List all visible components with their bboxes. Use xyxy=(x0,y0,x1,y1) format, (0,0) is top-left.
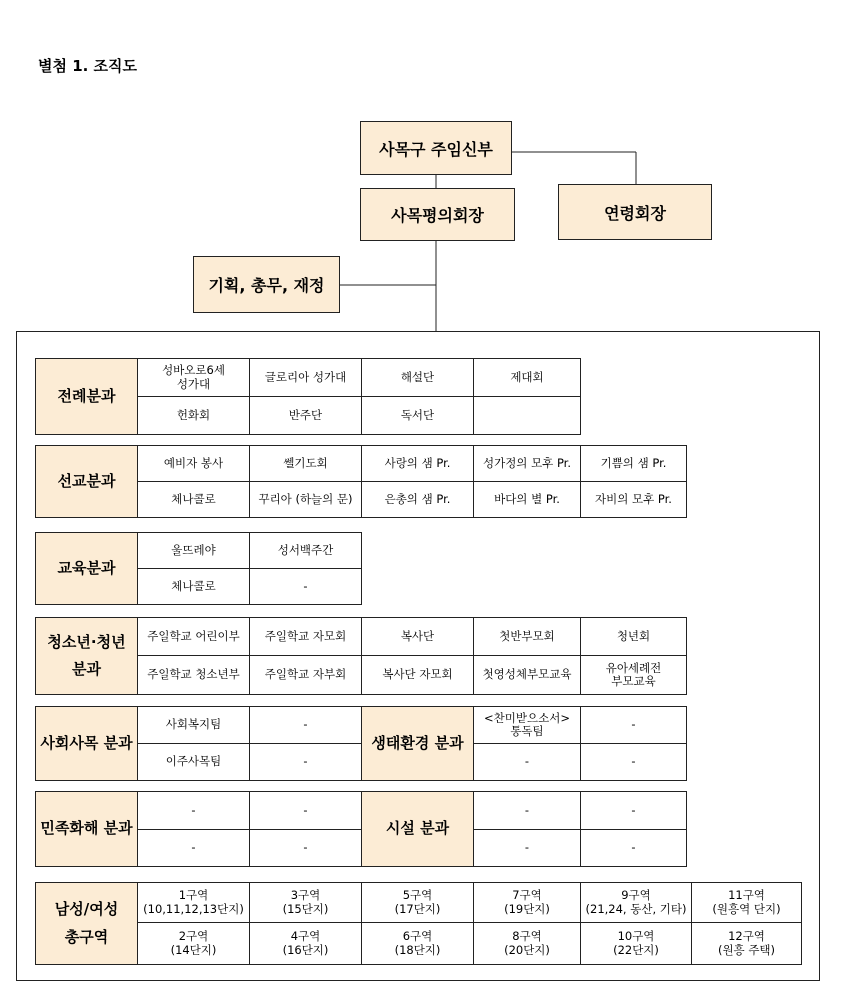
liturgy-cell-text: 성바오로6세 성가대 xyxy=(162,363,225,391)
social-cell-text: 사회복지팀 xyxy=(165,717,222,732)
mission-cell xyxy=(473,445,581,482)
mission-cell-text: 예비자 봉사 xyxy=(163,455,224,470)
education-cell xyxy=(249,532,362,569)
facilities-name: 시설 분과 xyxy=(385,819,450,838)
facilities-cell xyxy=(473,791,581,830)
youth-header xyxy=(35,617,138,695)
social-cell xyxy=(137,706,250,744)
youth-name-line2: 분과 xyxy=(72,660,101,678)
mission-cell xyxy=(137,481,250,518)
mission-cell-text: 체나콜로 xyxy=(171,491,216,506)
youth-cell xyxy=(137,655,250,695)
social-cell-text: - xyxy=(303,754,308,769)
mission-cell-text: 성가정의 모후 Pr. xyxy=(482,455,572,470)
facilities-cell xyxy=(580,829,687,867)
planning-label: 기획, 총무, 재정 xyxy=(208,276,325,295)
education-cell-text: 성서백주간 xyxy=(277,542,334,557)
social-cell-text: - xyxy=(303,717,308,732)
mission-cell xyxy=(361,481,474,518)
district-cell-text: 6구역 (18단지) xyxy=(394,929,441,957)
district-cell xyxy=(580,882,692,923)
social-header xyxy=(35,706,138,781)
facilities-header xyxy=(361,791,474,867)
youth-cell xyxy=(361,655,474,695)
liturgy-cell xyxy=(137,396,250,435)
ecology-cell-text: - xyxy=(631,754,636,769)
youth-cell-text: 첫반부모회 xyxy=(499,628,555,643)
liturgy-cell-text: 반주단 xyxy=(288,407,323,422)
reconciliation-cell xyxy=(137,791,250,830)
facilities-cell-text: - xyxy=(631,840,636,855)
liturgy-cell-text: 제대회 xyxy=(510,369,544,384)
mission-cell xyxy=(361,445,474,482)
education-cell-text: 체나콜로 xyxy=(171,578,216,593)
districts-name-line1: 남성/여성 xyxy=(54,900,119,919)
youth-cell xyxy=(473,655,581,695)
district-cell xyxy=(361,882,474,923)
mission-name: 선교분과 xyxy=(57,471,116,490)
district-cell-text: 5구역 (17단지) xyxy=(394,888,441,916)
district-cell xyxy=(361,922,474,965)
mission-cell-text: 기쁨의 샘 Pr. xyxy=(600,455,667,470)
mission-cell xyxy=(580,481,687,518)
social-cell-text: 이주사목팀 xyxy=(165,754,222,769)
mission-cell-text: 바다의 별 Pr. xyxy=(494,491,560,506)
facilities-cell-text: - xyxy=(524,802,530,817)
education-name: 교육분과 xyxy=(57,558,116,577)
mission-cell xyxy=(249,481,362,518)
liturgy-cell-text: 해설단 xyxy=(400,369,435,384)
district-cell xyxy=(249,882,362,923)
youth-cell-text: 주일학교 자모회 xyxy=(264,628,347,643)
liturgy-cell xyxy=(473,358,581,397)
district-cell-text: 10구역 (22단지) xyxy=(613,929,659,957)
ecology-cell-text: - xyxy=(524,754,530,769)
district-cell xyxy=(137,922,250,965)
mission-cell-text: 자비의 모후 Pr. xyxy=(595,491,672,506)
youth-cell-text: 복사단 xyxy=(400,628,435,643)
mission-cell-text: 은총의 샘 Pr. xyxy=(384,491,451,506)
ecology-name: 생태환경 분과 xyxy=(371,733,464,752)
mission-cell-text: 꾸리아 (하늘의 문) xyxy=(258,491,353,506)
youth-cell xyxy=(361,617,474,656)
social-cell xyxy=(137,743,250,781)
ecology-cell-text: - xyxy=(631,717,636,732)
social-cell xyxy=(249,706,362,744)
youth-cell-text: 주일학교 어린이부 xyxy=(147,628,240,643)
youth-cell xyxy=(580,655,687,695)
ecology-cell xyxy=(473,743,581,781)
youth-cell-text: 첫영성체부모교육 xyxy=(482,667,572,682)
youth-cell xyxy=(249,617,362,656)
mission-cell-text: 쎌기도회 xyxy=(283,455,328,470)
ecology-cell xyxy=(580,706,687,744)
education-cell-text: - xyxy=(303,578,308,593)
reconciliation-cell xyxy=(249,829,362,867)
facilities-cell-text: - xyxy=(631,802,636,817)
reconciliation-cell xyxy=(249,791,362,830)
youth-cell-text: 청년회 xyxy=(616,628,651,643)
priest-box xyxy=(360,121,512,175)
district-cell xyxy=(137,882,250,923)
liturgy-cell xyxy=(361,358,474,397)
reconciliation-cell-text: - xyxy=(191,840,196,855)
education-cell xyxy=(137,532,250,569)
youth-cell-text: 주일학교 자부회 xyxy=(264,667,347,682)
district-cell-text: 8구역 (20단지) xyxy=(504,929,550,957)
districts-name-line2: 총구역 xyxy=(64,927,109,946)
ecology-cell xyxy=(580,743,687,781)
planning-box xyxy=(193,256,340,313)
mission-cell xyxy=(473,481,581,518)
mission-cell xyxy=(249,445,362,482)
liturgy-cell xyxy=(137,358,250,397)
liturgy-cell-text: 글로리아 성가대 xyxy=(264,369,347,384)
youth-name-line1: 청소년·청년 xyxy=(47,632,126,651)
district-cell-text: 2구역 (14단지) xyxy=(170,929,217,957)
liturgy-cell xyxy=(249,358,362,397)
youth-cell xyxy=(473,617,581,656)
reconciliation-header xyxy=(35,791,138,867)
education-cell xyxy=(249,568,362,605)
district-cell-text: 7구역 (19단지) xyxy=(504,888,550,916)
education-header xyxy=(35,532,138,605)
liturgy-cell xyxy=(361,396,474,435)
youth-cell-text: 복사단 자모회 xyxy=(382,667,453,682)
priest-label: 사목구 주임신부 xyxy=(379,139,493,159)
district-cell-text: 4구역 (16단지) xyxy=(282,929,329,957)
council-chair-label: 사목평의회장 xyxy=(391,206,484,225)
mission-cell xyxy=(137,445,250,482)
facilities-cell xyxy=(580,791,687,830)
district-cell-text: 12구역 (원흥 주택) xyxy=(717,929,776,957)
district-cell-text: 1구역 (10,11,12,13단지) xyxy=(143,888,244,916)
ecology-cell-text: <찬미받으소서> 통독팀 xyxy=(484,710,570,738)
reconciliation-cell-text: - xyxy=(191,802,196,817)
facilities-cell xyxy=(473,829,581,867)
youth-cell xyxy=(580,617,687,656)
federation-chair-label: 연령회장 xyxy=(604,203,666,223)
district-cell-text: 9구역 (21,24, 동산, 기타) xyxy=(585,888,687,916)
social-cell xyxy=(249,743,362,781)
district-cell xyxy=(473,922,581,965)
district-cell xyxy=(691,922,802,965)
liturgy-cell xyxy=(473,396,581,435)
liturgy-cell-text: 헌화회 xyxy=(176,407,211,422)
facilities-cell-text: - xyxy=(524,840,530,855)
social-name: 사회사목 분과 xyxy=(40,733,133,752)
reconciliation-cell xyxy=(137,829,250,867)
ecology-header xyxy=(361,706,474,781)
ecology-cell xyxy=(473,706,581,744)
district-cell xyxy=(473,882,581,923)
district-cell xyxy=(691,882,802,923)
council-chair-box xyxy=(360,188,515,241)
district-cell-text: 11구역 (원흥역 단지) xyxy=(712,888,781,916)
liturgy-name: 전례분과 xyxy=(57,386,116,405)
reconciliation-name: 민족화해 분과 xyxy=(40,819,133,838)
mission-header xyxy=(35,445,138,518)
districts-header xyxy=(35,882,138,965)
youth-cell xyxy=(137,617,250,656)
district-cell xyxy=(580,922,692,965)
mission-cell xyxy=(580,445,687,482)
liturgy-cell-text: 독서단 xyxy=(400,407,435,422)
page-title: 별첨 1. 조직도 xyxy=(38,57,138,75)
youth-cell xyxy=(249,655,362,695)
liturgy-cell xyxy=(249,396,362,435)
youth-cell-text: 주일학교 청소년부 xyxy=(147,667,240,682)
liturgy-header xyxy=(35,358,138,435)
reconciliation-cell-text: - xyxy=(303,802,308,817)
mission-cell-text: 사랑의 샘 Pr. xyxy=(384,455,451,470)
reconciliation-cell-text: - xyxy=(303,840,308,855)
youth-cell-text: 유아세례전 부모교육 xyxy=(605,660,662,688)
district-cell-text: 3구역 (15단지) xyxy=(282,888,329,916)
district-cell xyxy=(249,922,362,965)
federation-chair-box xyxy=(558,184,712,240)
education-cell xyxy=(137,568,250,605)
education-cell-text: 울뜨레야 xyxy=(171,542,216,557)
